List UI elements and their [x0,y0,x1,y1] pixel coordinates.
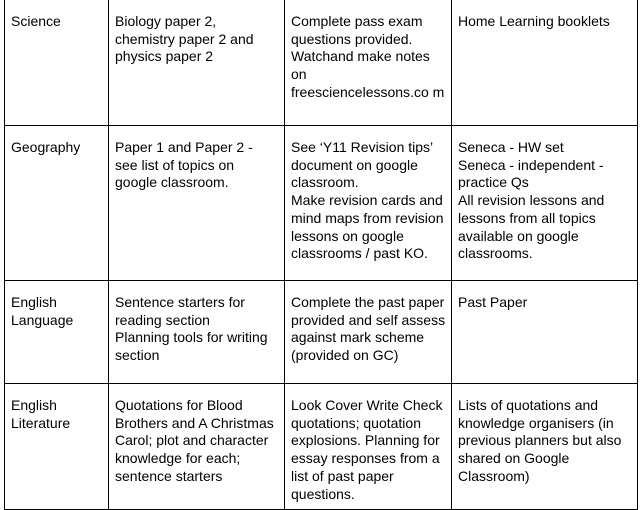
subject-cell: English Language [5,281,109,384]
activities-cell: See ‘Y11 Revision tips’ document on google classroom. Make revision cards and mind maps from revision lessons on google classrooms / past KO. [285,126,452,281]
content-cell: Biology paper 2, chemistry paper 2 and physics paper 2 [109,0,285,126]
content-cell: Paper 1 and Paper 2 - see list of topics on google classroom. [109,126,285,281]
subject-cell: English Literature [5,384,109,510]
activities-cell: Complete the past paper provided and self assess against mark scheme (provided on GC) [285,281,452,384]
resources-cell: Lists of quotations and knowledge organisers (in previous planners but also shared on Google Classroom) [452,384,638,510]
content-cell: Quotations for Blood Brothers and A Christmas Carol; plot and character knowledge for each; sentence starters [109,384,285,510]
resources-cell: Home Learning booklets [452,0,638,126]
resources-cell: Seneca - HW set Seneca - independent - practice Qs All revision lessons and lessons from all topics available on google classrooms. [452,126,638,281]
table-row [5,281,638,384]
table-row [5,384,638,510]
table-row [5,126,638,281]
subject-cell: Science [5,0,109,126]
activities-cell: Complete pass exam questions provided. Watchand make notes on freesciencelessons.co m [285,0,452,126]
activities-cell: Look Cover Write Check quotations; quotation explosions. Planning for essay responses from a list of past paper questions. [285,384,452,510]
table-row [5,0,638,126]
resources-cell: Past Paper [452,281,638,384]
subject-cell: Geography [5,126,109,281]
revision-table [4,0,638,510]
content-cell: Sentence starters for reading section Planning tools for writing section [109,281,285,384]
